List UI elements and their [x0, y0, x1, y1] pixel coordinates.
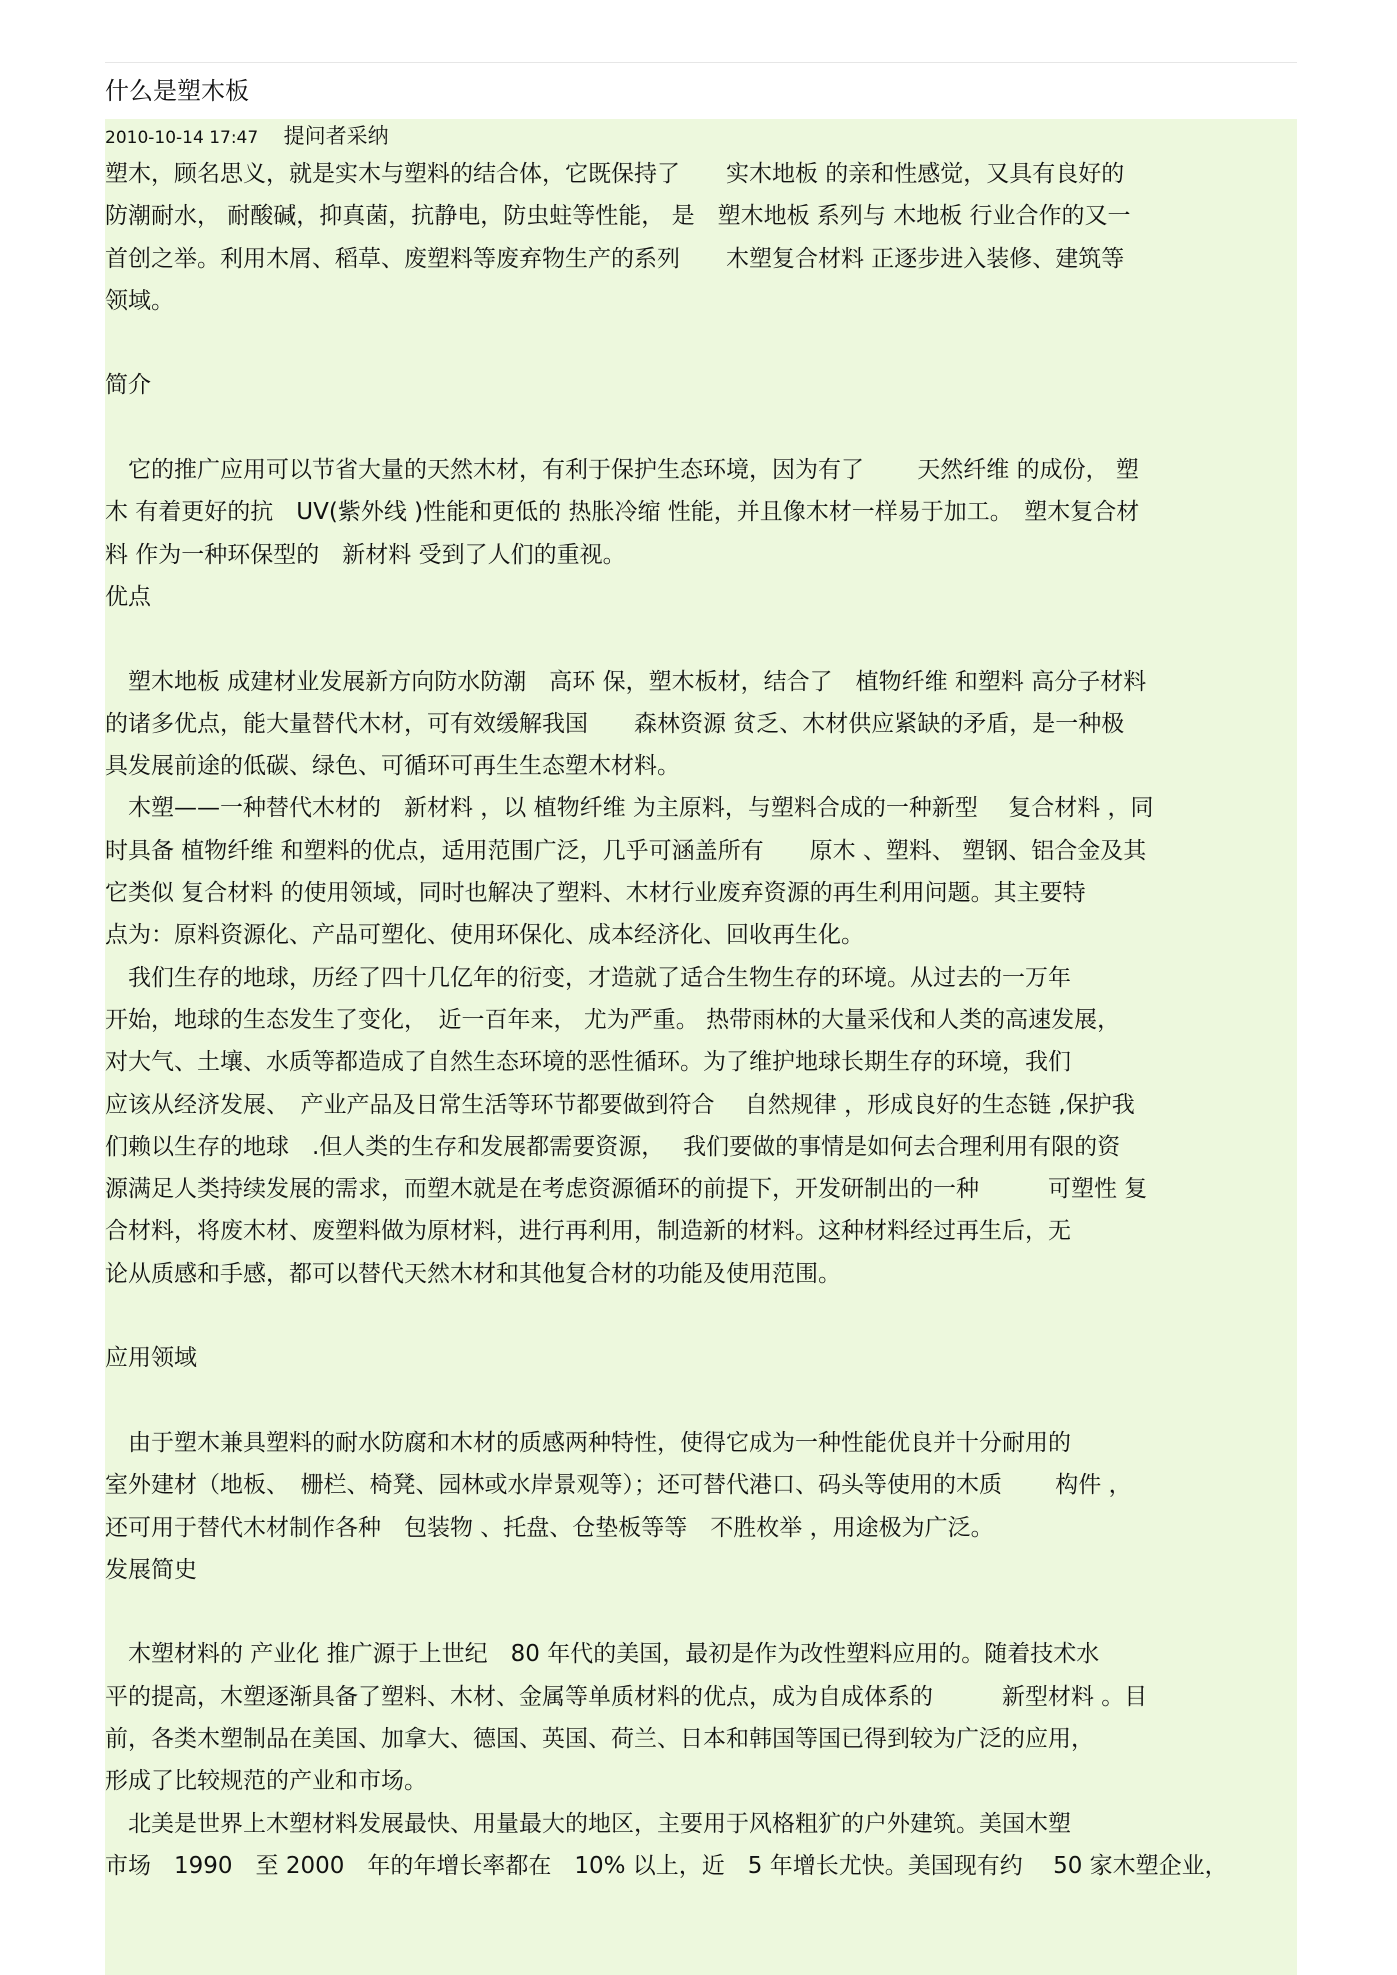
answer-body	[105, 153, 1297, 1887]
answer-datetime: 2010-10-14 17:47	[105, 128, 259, 148]
text-line: 塑木，顾名思义，就是实木与塑料的结合体，它既保持了 实木地板 的亲和性感觉，又具有良好的	[105, 161, 1125, 187]
text-line: 对大气、土壤、水质等都造成了自然生态环境的恶性循环。为了维护地球长期生存的环境，我们	[105, 1049, 1071, 1076]
blank-line	[105, 322, 1297, 364]
text-line: 应该从经济发展、 产业产品及日常生活等环节都要做到符合 自然规律 ，形成良好的生态链 ,保护我	[105, 1091, 1135, 1118]
blank-line	[105, 407, 1297, 449]
text-line: 领域。	[105, 287, 174, 314]
text-line: 源满足人类持续发展的需求，而塑木就是在考虑资源循环的前提下，开发研制出的一种 可塑性 复	[105, 1176, 1148, 1203]
text-line: 市场 1990 至 2000 年的年增长率都在 10% 以上，近 5 年增长尤快。美国现有约 50 家木塑企业，	[105, 1852, 1228, 1879]
text-line: 时具备 植物纤维 和塑料的优点，适用范围广泛，几乎可涵盖所有 原木 、塑料、 塑钢、铝合金及其	[105, 837, 1147, 864]
blank-line	[105, 1295, 1297, 1337]
text-line: 北美是世界上木塑材料发展最快、用量最大的地区，主要用于风格粗犷的户外建筑。美国木塑	[105, 1810, 1071, 1837]
text-line: 具发展前途的低碳、绿色、可循环可再生生态塑木材料。	[105, 753, 680, 780]
text-line: 它类似 复合材料 的使用领域，同时也解决了塑料、木材行业废弃资源的再生利用问题。其主要特	[105, 880, 1086, 907]
text-line: 平的提高，木塑逐渐具备了塑料、木材、金属等单质材料的优点，成为自成体系的 新型材料 。目	[105, 1683, 1148, 1710]
text-line: 防潮耐水， 耐酸碱，抑真菌，抗静电，防虫蛀等性能， 是 塑木地板 系列与 木地板 行业合作的又一	[105, 203, 1131, 230]
text-line: 首创之举。利用木屑、稻草、废塑料等废弃物生产的系列 木塑复合材料 正逐步进入装修、建筑等	[105, 245, 1125, 272]
blank-line	[105, 1380, 1297, 1422]
text-line: 它的推广应用可以节省大量的天然木材，有利于保护生态环境，因为有了 天然纤维 的成份， 塑	[105, 457, 1139, 484]
text-line: 点为：原料资源化、产品可塑化、使用环保化、成本经济化、回收再生化。	[105, 922, 864, 949]
answer-author-label: 提问者采纳	[283, 124, 389, 148]
text-line: 还可用于替代木材制作各种 包装物 、托盘、仓垫板等等 不胜枚举 ，用途极为广泛。	[105, 1514, 994, 1541]
top-divider	[105, 62, 1297, 63]
text-line: 开始，地球的生态发生了变化， 近一百年来， 尤为严重。 热带雨林的大量采伐和人类的高速发展，	[105, 1006, 1121, 1033]
text-line: 室外建材（地板、 栅栏、椅凳、园林或水岸景观等）；还可替代港口、码头等使用的木质 构件 ，	[105, 1472, 1132, 1499]
text-line: 木塑——一种替代木材的 新材料 ，以 植物纤维 为主原料，与塑料合成的一种新型 复合材料 ，同	[105, 795, 1154, 822]
text-line: 我们生存的地球，历经了四十几亿年的衍变，才造就了适合生物生存的环境。从过去的一万年	[105, 964, 1071, 991]
text-line: 简介	[105, 372, 151, 399]
text-line: 合材料，将废木材、废塑料做为原材料，进行再利用，制造新的材料。这种材料经过再生后，无	[105, 1218, 1071, 1245]
blank-line	[105, 1591, 1297, 1633]
text-line: 形成了比较规范的产业和市场。	[105, 1768, 427, 1795]
blank-line	[105, 618, 1297, 660]
text-line: 论从质感和手感，都可以替代天然木材和其他复合材的功能及使用范围。	[105, 1260, 841, 1287]
text-line: 发展简史	[105, 1556, 197, 1583]
text-line: 的诸多优点，能大量替代木材，可有效缓解我国 森林资源 贫乏、木材供应紧缺的矛盾，是一种极	[105, 710, 1125, 737]
text-line: 塑木地板 成建材业发展新方向防水防潮 高环 保，塑木板材，结合了 植物纤维 和塑料 高分子材料	[105, 668, 1147, 695]
text-line: 优点	[105, 583, 151, 610]
text-line: 应用领域	[105, 1345, 197, 1372]
text-line: 们赖以生存的地球 .但人类的生存和发展都需要资源， 我们要做的事情是如何去合理利用有限的资	[105, 1133, 1121, 1160]
text-line: 前，各类木塑制品在美国、加拿大、德国、英国、荷兰、日本和韩国等国已得到较为广泛的应用，	[105, 1725, 1094, 1752]
text-line: 木 有着更好的抗 UV(紫外线 )性能和更低的 热胀冷缩 性能，并且像木材一样易于加工。 塑木复合材	[105, 499, 1140, 526]
text-line: 料 作为一种环保型的 新材料 受到了人们的重视。	[105, 541, 626, 568]
answer-panel	[105, 119, 1297, 1975]
text-line: 由于塑木兼具塑料的耐水防腐和木材的质感两种特性，使得它成为一种性能优良并十分耐用的	[105, 1429, 1071, 1456]
page-title: 什么是塑木板	[105, 77, 249, 105]
answer-meta	[105, 119, 1297, 153]
text-line: 木塑材料的 产业化 推广源于上世纪 80 年代的美国，最初是作为改性塑料应用的。随着技术水	[105, 1641, 1100, 1668]
